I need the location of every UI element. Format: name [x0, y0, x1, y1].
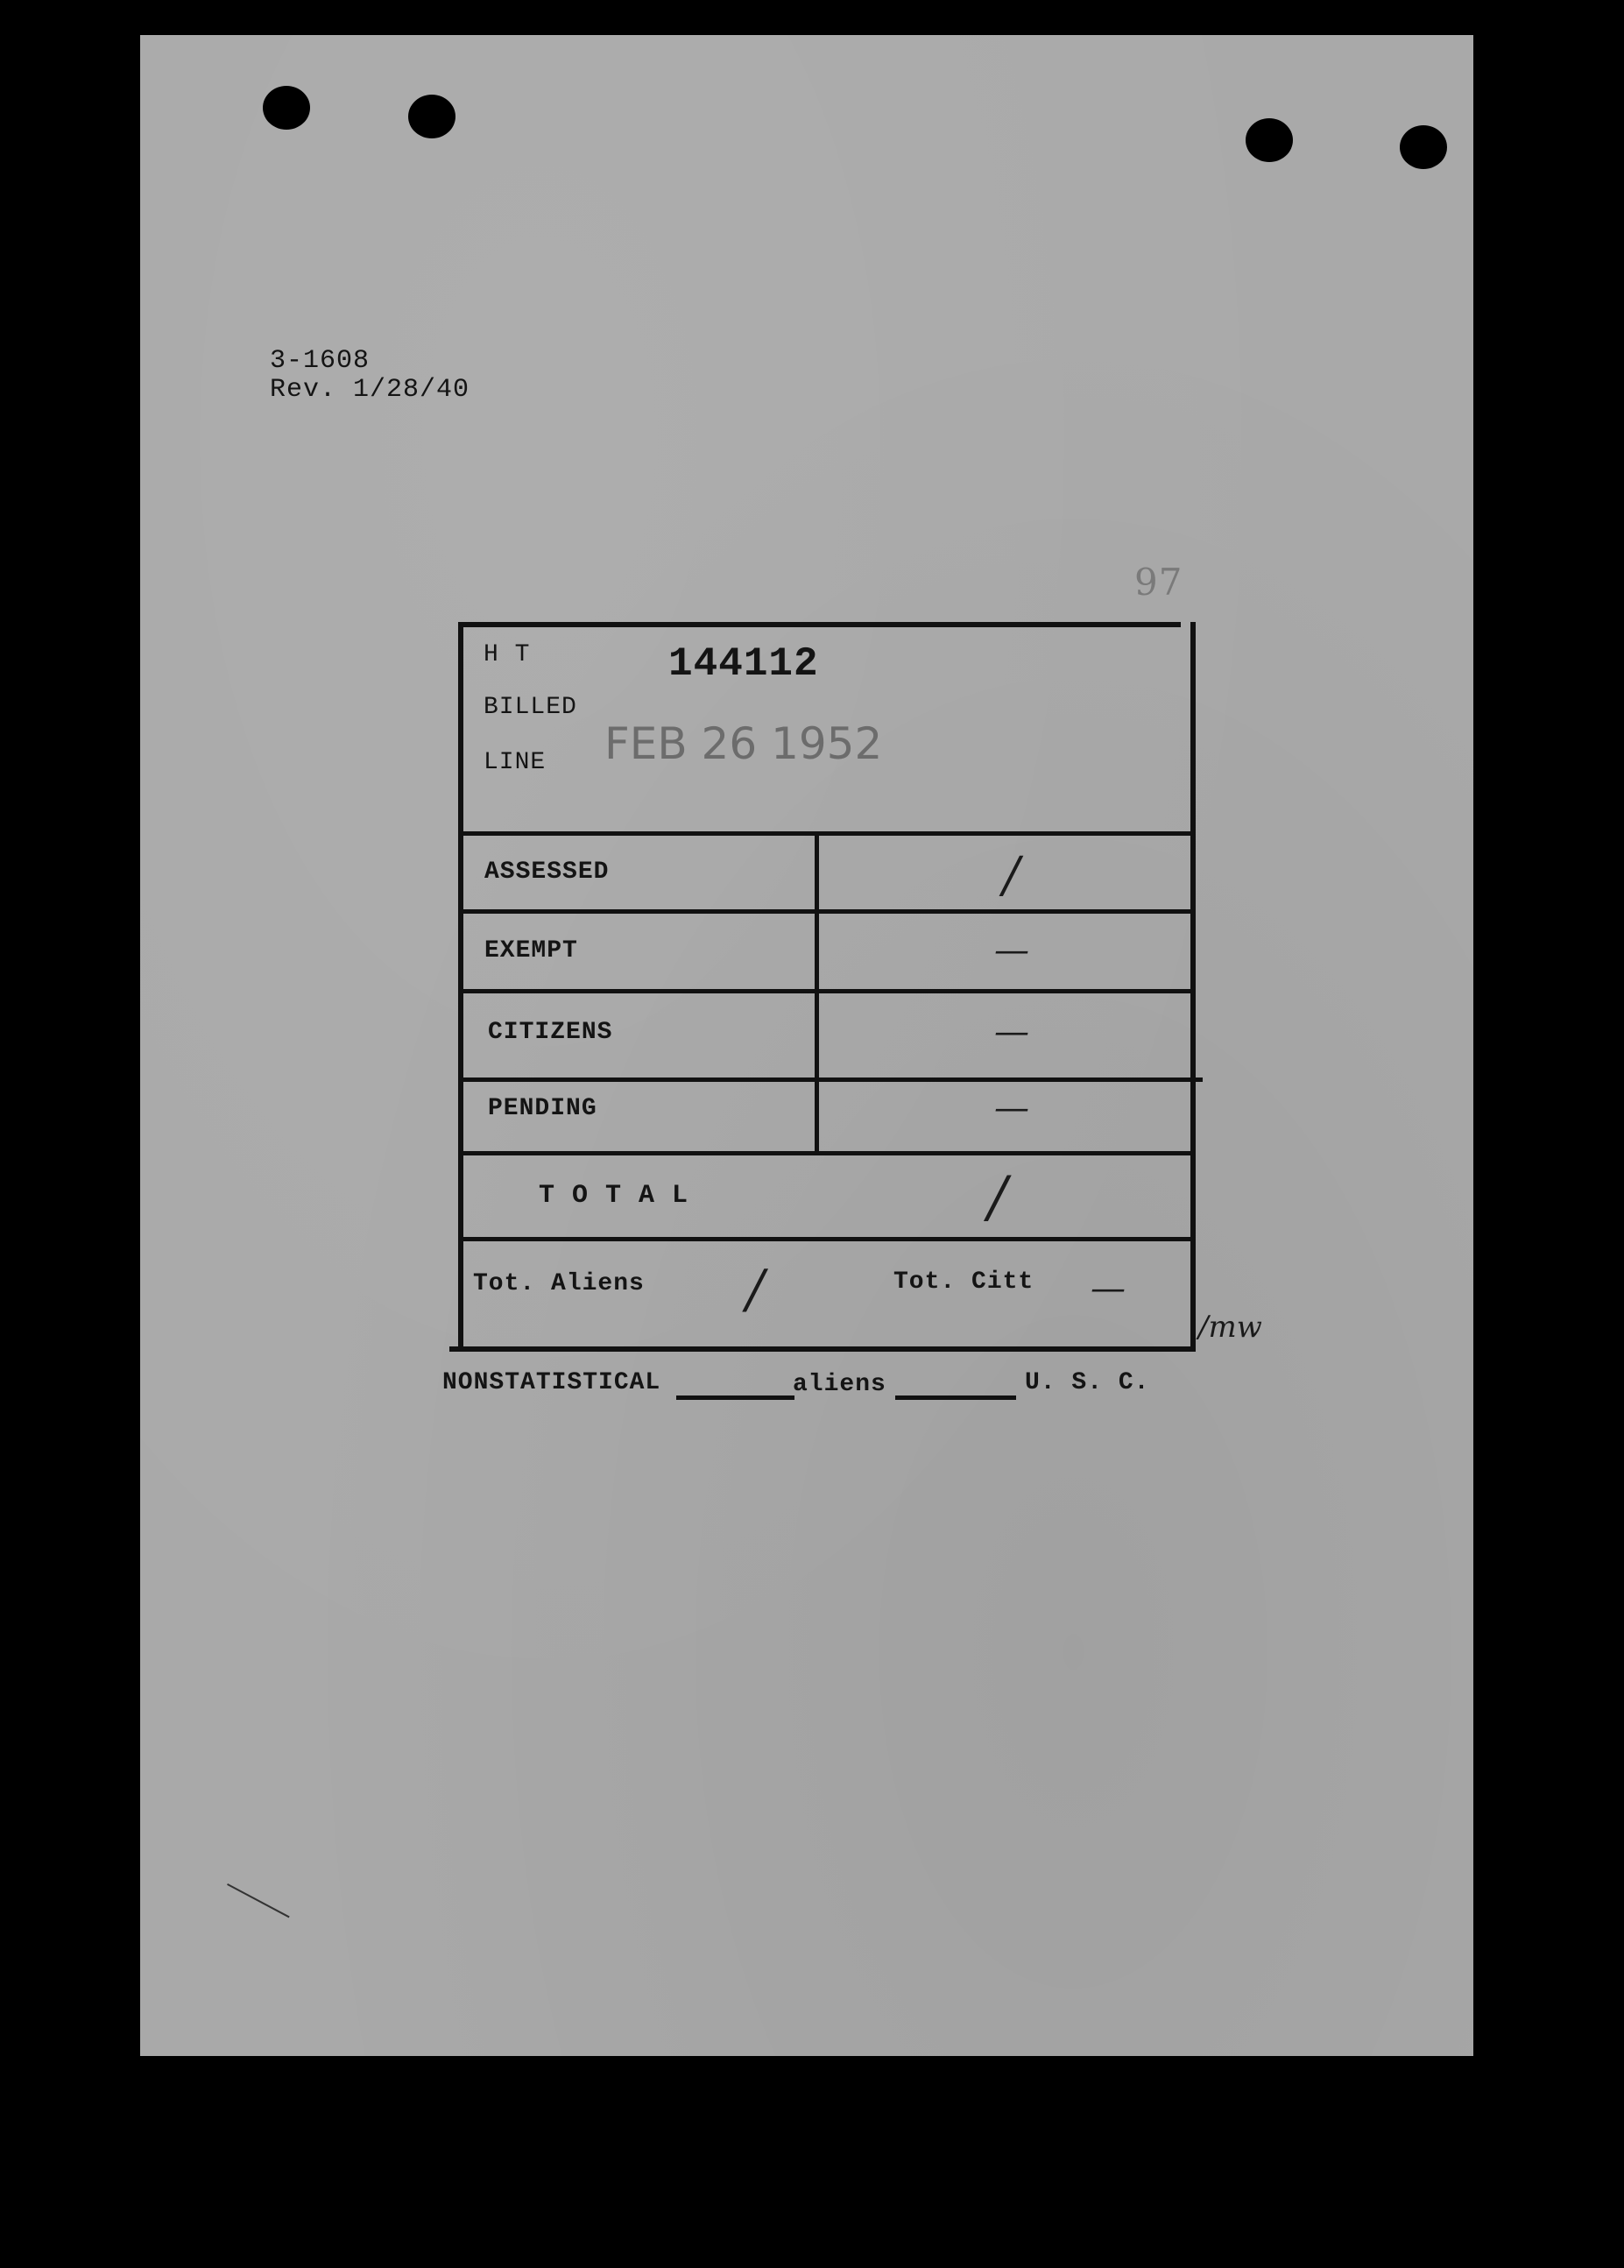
- pencil-mark: [227, 1883, 290, 1918]
- row-value-exempt: —: [994, 930, 1029, 971]
- ht-value: 144112: [668, 641, 819, 687]
- nonstatistical-label: NONSTATISTICAL: [442, 1369, 661, 1396]
- ht-label: H T: [484, 641, 531, 668]
- date-stamp: FEB 26 1952: [604, 718, 883, 769]
- total-label: T O T A L: [539, 1181, 689, 1211]
- box-left-border: [458, 622, 463, 1352]
- row-label-assessed: ASSESSED: [484, 858, 610, 886]
- punch-hole: [1400, 125, 1447, 169]
- tot-aliens-label: Tot. Aliens: [473, 1270, 645, 1297]
- row-value-assessed: /: [1003, 847, 1020, 904]
- line-label: LINE: [484, 749, 547, 776]
- punch-hole: [408, 95, 455, 138]
- nonstatistical-aliens-label: aliens: [793, 1371, 886, 1398]
- row-value-pending: —: [994, 1088, 1029, 1128]
- box-top-border: [458, 622, 1181, 627]
- billed-label: BILLED: [484, 694, 577, 721]
- punch-hole: [1246, 118, 1293, 162]
- divider: [458, 1151, 1196, 1155]
- divider: [458, 1237, 1196, 1241]
- form-number: 3-1608: [270, 346, 371, 376]
- nonstatistical-blank-1: [676, 1395, 794, 1400]
- punch-hole: [263, 86, 310, 130]
- box-bottom-border: [449, 1346, 1192, 1352]
- row-label-pending: PENDING: [488, 1095, 597, 1122]
- total-value: /: [988, 1165, 1007, 1230]
- row-value-citizens: —: [994, 1012, 1029, 1052]
- page-number: 97: [1134, 561, 1183, 604]
- divider: [458, 1077, 1203, 1082]
- tot-cit-value: —: [1091, 1268, 1126, 1309]
- tot-cit-label: Tot. Citt: [893, 1268, 1034, 1296]
- form-revision: Rev. 1/28/40: [270, 375, 470, 405]
- nonstatistical-blank-2: [895, 1395, 1016, 1400]
- divider: [458, 831, 1196, 836]
- divider: [458, 909, 1196, 914]
- tot-aliens-value: /: [746, 1259, 765, 1320]
- row-label-exempt: EXEMPT: [484, 937, 578, 964]
- nonstatistical-usc-label: U. S. C.: [1025, 1369, 1150, 1396]
- column-divider: [815, 831, 819, 1155]
- divider: [458, 989, 1196, 993]
- initials: /mw: [1198, 1310, 1262, 1345]
- row-label-citizens: CITIZENS: [488, 1019, 613, 1046]
- box-right-border: [1190, 622, 1196, 1352]
- document-page: [140, 35, 1473, 2056]
